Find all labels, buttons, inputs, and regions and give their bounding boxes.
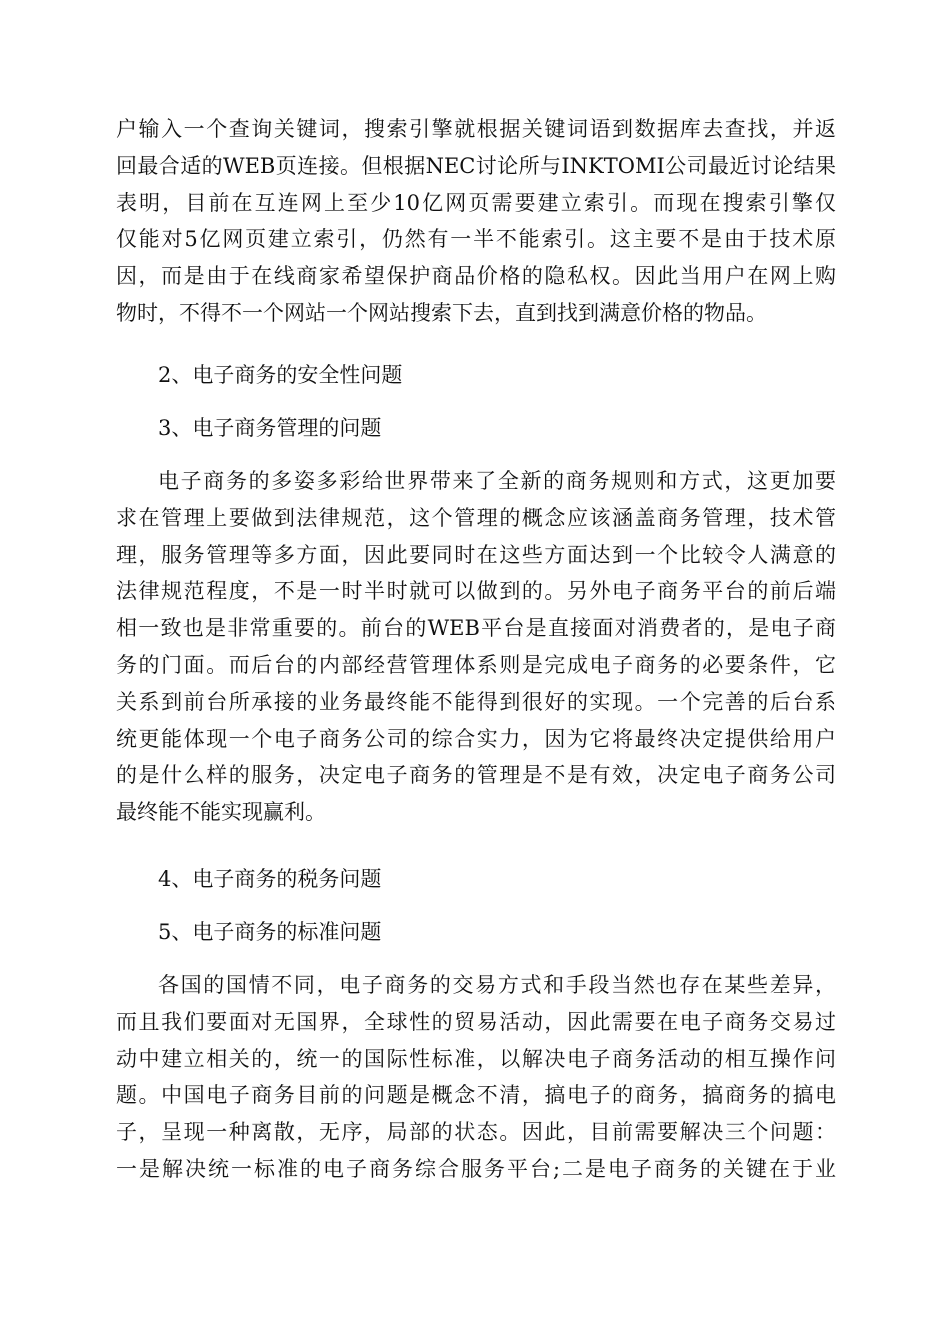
paragraph-line: 务的门面。而后台的内部经营管理体系则是完成电子商务的必要条件，它 [116,652,836,677]
paragraph-line: 物时，不得不一个网站一个网站搜索下去，直到找到满意价格的物品。 [116,300,767,325]
paragraph-line: 法律规范程度，不是一时半时就可以做到的。另外电子商务平台的前后端 [116,579,836,604]
paragraph-line: 因，而是由于在线商家希望保护商品价格的隐私权。因此当用户在网上购 [116,264,836,289]
paragraph-line: 仅能对5亿网页建立索引，仍然有一半不能索引。这主要不是由于技术原 [116,227,836,252]
paragraph-search-engine [116,111,836,332]
section-heading-security [116,357,836,394]
section-heading-tax [116,861,836,898]
paragraph-line: 表明，目前在互连网上至少10亿网页需要建立索引。而现在搜索引擎仅 [116,190,836,215]
heading-text: 2、电子商务的安全性问题 [158,363,403,387]
heading-text: 4、电子商务的税务问题 [158,867,382,891]
paragraph-line: 各国的国情不同，电子商务的交易方式和手段当然也存在某些差异， [158,973,836,997]
paragraph-line: 题。中国电子商务目前的问题是概念不清，搞电子的商务，搞商务的搞电 [116,1083,836,1108]
paragraph-line: 而且我们要面对无国界，全球性的贸易活动，因此需要在电子商务交易过 [116,1009,836,1034]
heading-text: 3、电子商务管理的问题 [158,416,382,440]
paragraph-line: 求在管理上要做到法律规范，这个管理的概念应该涵盖商务管理，技术管 [116,505,836,530]
paragraph-standard [116,967,836,1188]
paragraph-line: 一是解决统一标准的电子商务综合服务平台;二是电子商务的关键在于业 [116,1156,836,1181]
paragraph-line: 最终能不能实现赢利。 [116,800,326,825]
paragraph-line: 动中建立相关的，统一的国际性标准，以解决电子商务活动的相互操作问 [116,1046,836,1071]
paragraph-line: 电子商务的多姿多彩给世界带来了全新的商务规则和方式，这更加要 [158,469,836,493]
paragraph-line: 户输入一个查询关键词，搜索引擎就根据关键词语到数据库去查找，并返 [116,117,836,141]
paragraph-line: 关系到前台所承接的业务最终能不能得到很好的实现。一个完善的后台系 [116,689,836,714]
section-heading-management [116,410,836,447]
paragraph-line: 相一致也是非常重要的。前台的WEB平台是直接面对消费者的，是电子商 [116,616,836,641]
paragraph-management [116,463,836,831]
paragraph-line: 子，呈现一种离散，无序，局部的状态。因此，目前需要解决三个问题： [116,1120,836,1145]
paragraph-line: 的是什么样的服务，决定电子商务的管理是不是有效，决定电子商务公司 [116,763,836,788]
heading-text: 5、电子商务的标准问题 [158,920,382,944]
paragraph-line: 回最合适的WEB页连接。但根据NEC讨论所与INKTOMI公司最近讨论结果 [116,153,836,178]
paragraph-line: 理，服务管理等多方面，因此要同时在这些方面达到一个比较令人满意的 [116,542,836,567]
section-heading-standard [116,914,836,951]
paragraph-line: 统更能体现一个电子商务公司的综合实力，因为它将最终决定提供给用户 [116,726,836,751]
